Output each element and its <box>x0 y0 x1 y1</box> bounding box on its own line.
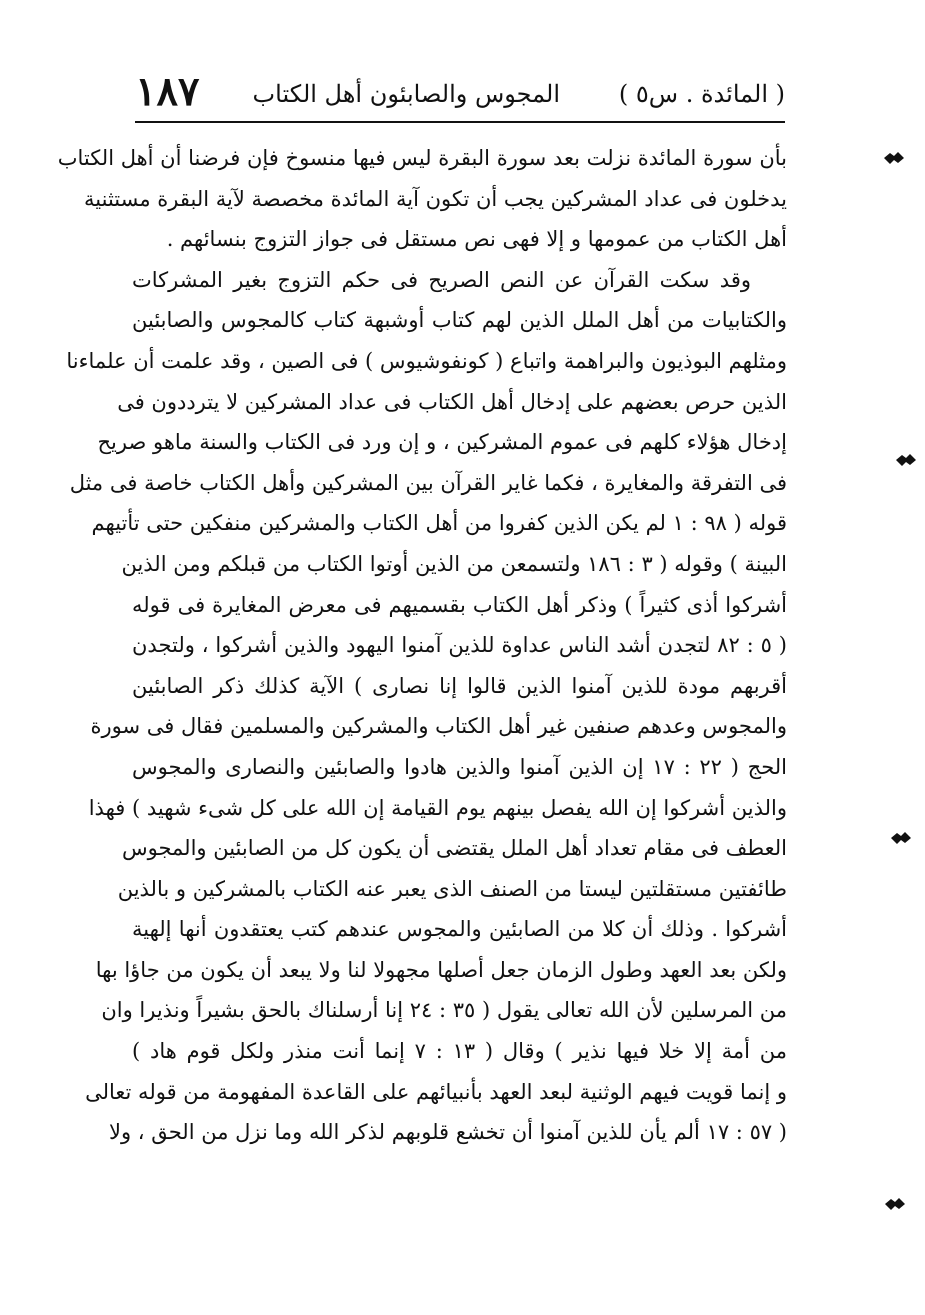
running-title: المجوس والصابئون أهل الكتاب <box>252 80 560 108</box>
text-line: و إنما قويت فيهم الوثنية لبعد العهد بأنبيائهم على القاعدة المفهومة من قوله تعالى <box>85 1079 787 1104</box>
text-line: ومثلهم البوذيون والبراهمة واتباع ( كونفوشيوس ) فى الصين ، وقد علمت أن علماءنا <box>66 348 787 373</box>
text-line: العطف فى مقام تعداد أهل الملل يقتضى أن يكون كل من الصابئين والمجوس <box>122 836 787 861</box>
body-text <box>57 138 787 1153</box>
chapter-reference: ( المائدة . س٥ ) <box>618 80 785 108</box>
text-line: البينة ) وقوله ( ٣ : ١٨٦ ولتسمعن من الذين أوتوا الكتاب من قبلكم ومن الذين <box>121 551 787 576</box>
text-line: يدخلون فى عداد المشركين يجب أن تكون آية المائدة مخصصة لآية البقرة مستثنية <box>84 186 787 211</box>
text-line: قوله ( ٩٨ : ١ لم يكن الذين كفروا من أهل الكتاب والمشركين منفكين حتى تأتيهم <box>91 511 787 536</box>
text-line: إدخال هؤلاء كلهم فى عموم المشركين ، و إن ورد فى الكتاب والسنة ماهو صريح <box>97 430 787 455</box>
text-line: فى التفرقة والمغايرة ، فكما غاير القرآن بين المشركين وأهل الكتاب خاصة فى مثل <box>69 470 787 495</box>
text-line: والذين أشركوا إن الله يفصل بينهم يوم القيامة إن الله على كل شىء شهيد ) فهذا <box>88 795 787 820</box>
text-line: ( ٥٧ : ١٧ ألم يأن للذين آمنوا أن تخشع قلوبهم لذكر الله وما نزل من الحق ، ولا <box>108 1120 787 1145</box>
text-line: الحج ( ٢٢ : ١٧ إن الذين آمنوا والذين هادوا والصابئين والنصارى والمجوس <box>132 754 787 779</box>
margin-ornament-icon <box>890 830 912 846</box>
text-line: والكتابيات من أهل الملل الذين لهم كتاب أوشبهة كتاب كالمجوس والصابئين <box>132 308 787 333</box>
text-line: والمجوس وعدهم صنفين غير أهل الكتاب والمشركين والمسلمين فقال فى سورة <box>90 714 787 739</box>
text-line: أشركوا . وذلك أن كلا من الصابئين والمجوس عندهم كتب يعتقدون أنها إلهية <box>132 917 787 942</box>
text-line: ولكن بعد العهد وطول الزمان جعل أصلها مجهولا لنا ولا يبعد أن يكون من جاؤا بها <box>95 957 787 982</box>
text-line: أشركوا أذى كثيراً ) وذكر أهل الكتاب بقسميهم فى معرض المغايرة فى قوله <box>132 592 787 617</box>
text-line: من أمة إلا خلا فيها نذير ) وقال ( ١٣ : ٧ إنما أنت منذر ولكل قوم هاد ) <box>132 1039 787 1064</box>
text-line: من المرسلين لأن الله تعالى يقول ( ٣٥ : ٢٤ إنا أرسلناك بالحق بشيراً ونذيرا وان <box>101 998 787 1023</box>
text-line: الذين حرص بعضهم على إدخال أهل الكتاب فى عداد المشركين لا يترددون فى <box>117 389 787 414</box>
text-line: أهل الكتاب من عمومها و إلا فهى نص مستقل فى جواز التزوج بنسائهم . <box>166 227 787 252</box>
margin-ornament-icon <box>895 452 917 468</box>
page-number: ١٨٧ <box>135 68 200 115</box>
text-line: طائفتين مستقلتين ليستا من الصنف الذى يعبر عنه الكتاب بالمشركين و بالذين <box>117 876 787 901</box>
text-line: وقد سكت القرآن عن النص الصريح فى حكم التزوج بغير المشركات <box>132 267 751 292</box>
text-line: ( ٥ : ٨٢ لتجدن أشد الناس عداوة للذين آمنوا اليهود والذين أشركوا ، ولتجدن <box>132 633 787 658</box>
text-line: بأن سورة المائدة نزلت بعد سورة البقرة ليس فيها منسوخ فإن فرضنا أن أهل الكتاب <box>57 146 787 170</box>
page-header <box>135 68 785 120</box>
margin-ornament-icon <box>883 150 905 166</box>
header-divider <box>135 121 785 123</box>
text-line: أقربهم مودة للذين آمنوا الذين قالوا إنا نصارى ) الآية كذلك ذكر الصابئين <box>132 673 787 698</box>
margin-ornament-icon <box>884 1196 906 1212</box>
